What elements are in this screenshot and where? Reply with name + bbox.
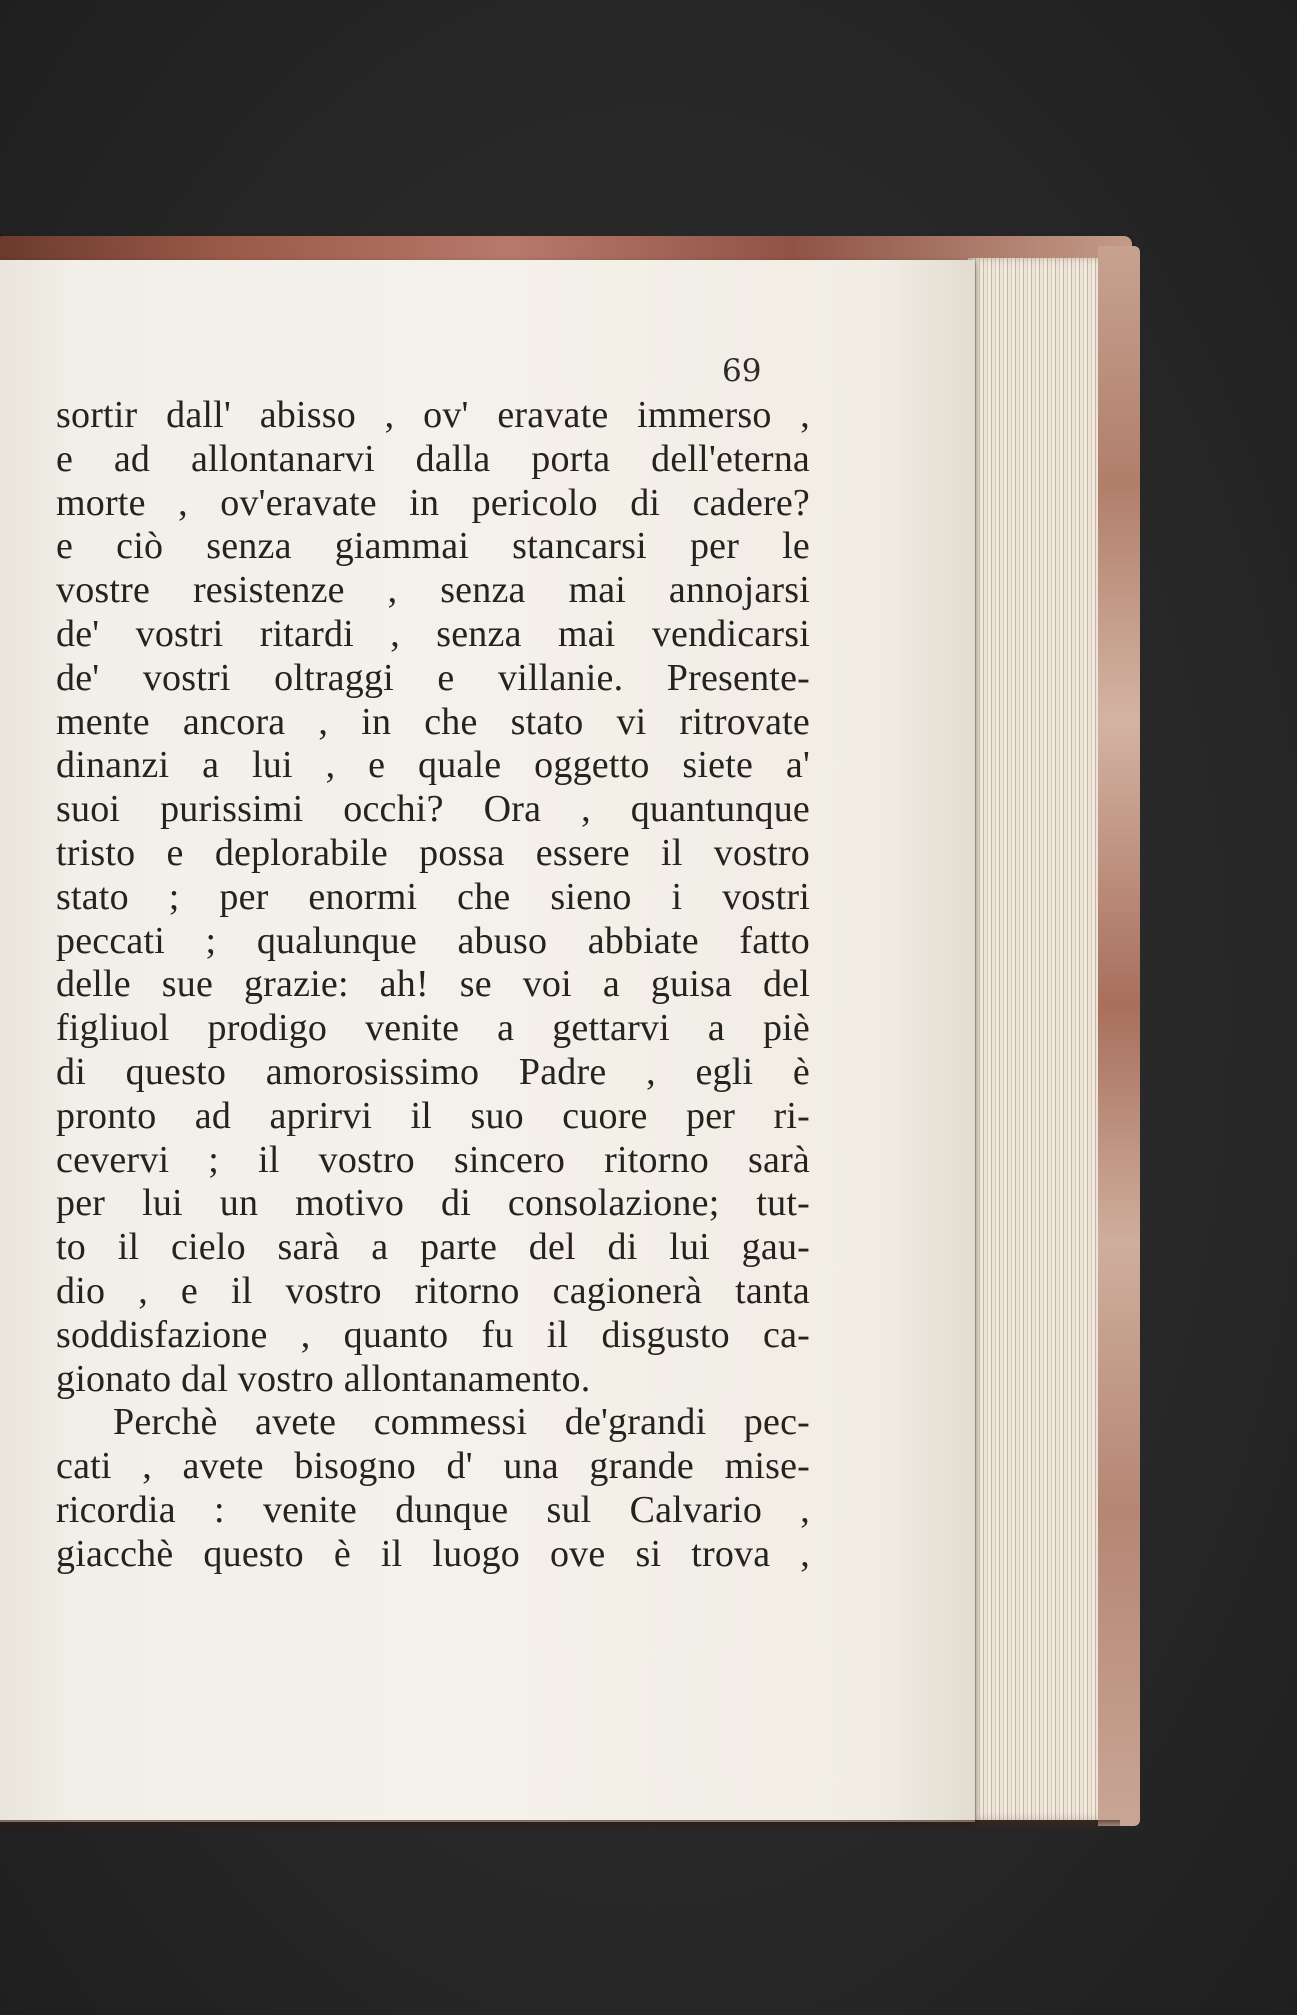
page-number: 69 (722, 353, 762, 389)
text-line: peccati ; qualunque abuso abbiate fatto (56, 919, 810, 962)
text-line: dinanzi a lui , e quale oggetto siete a' (56, 744, 810, 787)
text-line: suoi purissimi occhi? Ora , quantunque (56, 788, 810, 831)
text-line: tristo e deplorabile possa essere il vostro (56, 831, 810, 874)
text-line: e ad allontanarvi dalla porta dell'eterna (56, 437, 810, 480)
text-line: dio , e il vostro ritorno cagionerà tanta (56, 1269, 810, 1312)
page-text (56, 394, 810, 1577)
text-line: di questo amorosissimo Padre , egli è (56, 1050, 810, 1093)
text-line: morte , ov'eravate in pericolo di cadere? (56, 481, 810, 524)
text-line: mente ancora , in che stato vi ritrovate (56, 700, 810, 743)
text-line: per lui un motivo di consolazione; tut- (56, 1182, 810, 1225)
page-stack-edges (968, 258, 1098, 1820)
text-line: de' vostri ritardi , senza mai vendicarsi (56, 612, 810, 655)
text-line: delle sue grazie: ah! se voi a guisa del (56, 963, 810, 1006)
text-line: cati , avete bisogno d' una grande mise- (56, 1445, 810, 1488)
text-line: cevervi ; il vostro sincero ritorno sarà (56, 1138, 810, 1181)
text-line: e ciò senza giammai stancarsi per le (56, 525, 810, 568)
text-line: gionato dal vostro allontanamento. (56, 1357, 591, 1400)
text-line: sortir dall' abisso , ov' eravate immerso , (56, 394, 810, 436)
text-line: de' vostri oltraggi e villanie. Presente- (56, 656, 810, 699)
book-bottom-shadow (0, 1820, 1120, 1830)
text-line: ricordia : venite dunque sul Calvario , (56, 1488, 810, 1531)
text-line: stato ; per enormi che sieno i vostri (56, 875, 810, 918)
book-page (0, 260, 975, 1822)
text-line: pronto ad aprirvi il suo cuore per ri- (56, 1094, 810, 1137)
text-line: soddisfazione , quanto fu il disgusto ca- (56, 1313, 810, 1356)
text-line-paragraph-start: Perchè avete commessi de'grandi pec- (113, 1401, 810, 1444)
text-line: to il cielo sarà a parte del di lui gau- (56, 1226, 810, 1269)
book-cover-marbled-edge (1098, 246, 1140, 1826)
text-line: giacchè questo è il luogo ove si trova , (56, 1532, 810, 1575)
text-line: figliuol prodigo venite a gettarvi a piè (56, 1007, 810, 1050)
text-line: vostre resistenze , senza mai annojarsi (56, 569, 810, 612)
book (0, 236, 1140, 1831)
